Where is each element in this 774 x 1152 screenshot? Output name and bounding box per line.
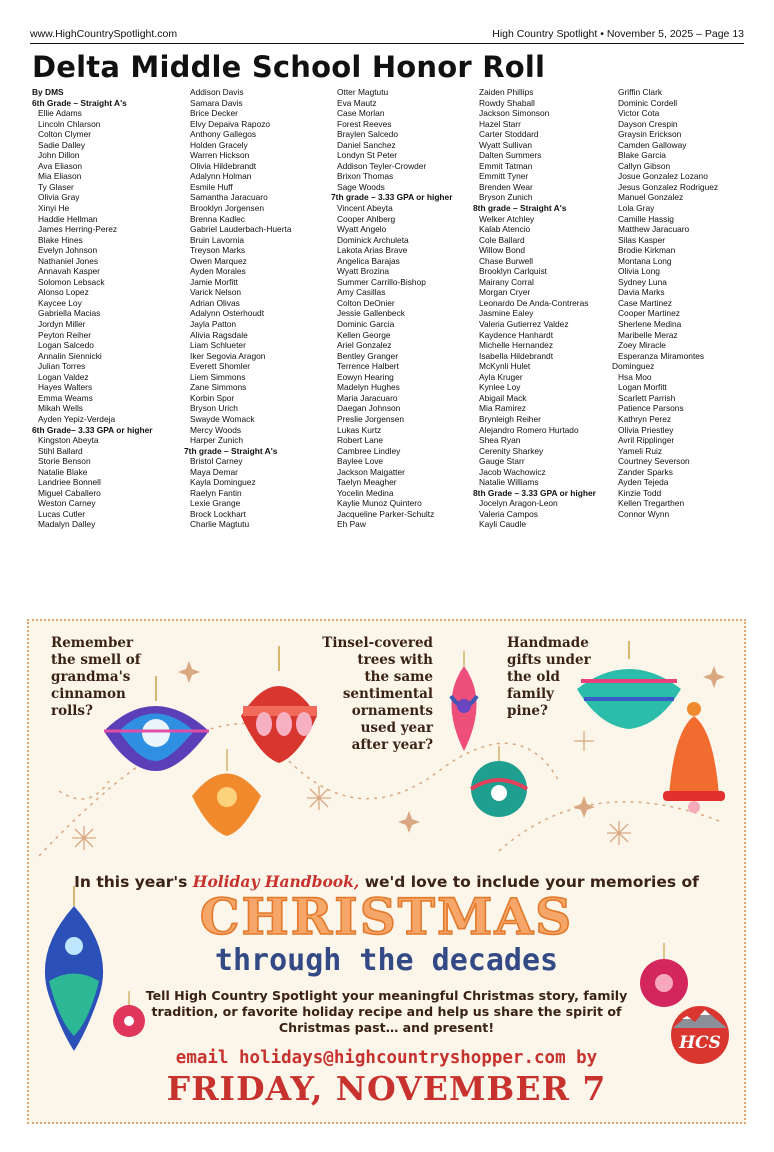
student-name: Courtney Severson <box>618 456 690 467</box>
student-name: Brice Decker <box>190 108 238 119</box>
student-name: Mia Eliason <box>38 171 82 182</box>
student-name: Matthew Jaracuaro <box>618 224 690 235</box>
student-name: Jessie Gallenbeck <box>337 308 405 319</box>
student-name: Yameli Ruiz <box>618 445 663 456</box>
student-name: Cooper Ahlberg <box>337 213 396 224</box>
student-name: Bryson Urich <box>190 403 238 414</box>
student-name: Jocelyn Aragon-Leon <box>479 498 558 509</box>
student-name: Kaylie Munoz Quintero <box>337 498 422 509</box>
student-name: Braylen Salcedo <box>337 129 398 140</box>
column-3 <box>331 87 473 530</box>
student-name: Ayla Kruger <box>479 371 523 382</box>
student-name: Landriee Bonnell <box>38 477 101 488</box>
student-name: Camille Hassig <box>618 213 674 224</box>
student-name: Kinzie Todd <box>618 487 662 498</box>
student-name: Wyatt Brozina <box>337 266 390 277</box>
ornament-teal-icon <box>471 746 527 817</box>
student-name: Shea Ryan <box>479 435 521 446</box>
student-name: Amy Casillas <box>337 287 386 298</box>
student-name: Jayla Patton <box>190 319 237 330</box>
holiday-handbook-ad <box>27 619 746 1124</box>
student-name: Natalie Williams <box>479 477 539 488</box>
student-name: Willow Bond <box>479 245 526 256</box>
student-name: Iker Segovia Aragon <box>190 350 266 361</box>
student-name: Miguel Caballero <box>38 487 101 498</box>
ornament-green-icon <box>577 641 681 729</box>
student-name: Alivia Ragsdale <box>190 329 248 340</box>
student-name: Kynlee Loy <box>479 382 521 393</box>
header-rule <box>30 43 744 44</box>
christmas-headline: CHRISTMAS <box>199 887 574 946</box>
student-name: Callyn Gibson <box>618 160 671 171</box>
student-name: Jasmine Ealey <box>479 308 534 319</box>
section-heading: 7th grade – 3.33 GPA or higher <box>331 192 453 203</box>
section-heading: 8th Grade – 3.33 GPA or higher <box>473 487 596 498</box>
student-name: Mercy Woods <box>190 424 242 435</box>
student-name: Yocelin Medina <box>337 487 394 498</box>
student-name: Bruin Lavornia <box>190 234 245 245</box>
student-name: Hayes Walters <box>38 382 93 393</box>
column-1 <box>32 87 174 530</box>
section-heading: 8th grade – Straight A's <box>473 203 567 214</box>
student-name: Valeria Campos <box>479 508 538 519</box>
student-name: Esmile Huff <box>190 181 233 192</box>
student-name: Morgan Cryer <box>479 287 531 298</box>
student-name: Holden Gracely <box>190 139 248 150</box>
student-name: Maya Demar <box>190 466 238 477</box>
intro-line: In this year's Holiday Handbook, we'd love to include your memories of <box>74 872 699 891</box>
student-name: Chase Burwell <box>479 255 533 266</box>
email-line[interactable]: email holidays@highcountryshopper.com by <box>175 1048 598 1068</box>
question-handmade: Handmade gifts under the old family pine? <box>507 635 591 719</box>
article-title: Delta Middle School Honor Roll <box>32 50 546 84</box>
student-name: Brodie Kirkman <box>618 245 676 256</box>
student-name: Abigail Mack <box>479 392 527 403</box>
student-name: Gabriella Macias <box>38 308 101 319</box>
student-name: Scarlett Parrish <box>618 392 676 403</box>
section-heading: By DMS <box>32 87 64 97</box>
website-url[interactable]: www.HighCountrySpotlight.com <box>30 28 178 40</box>
student-name: Kalab Atencio <box>479 224 531 235</box>
student-name: Sadie Dalley <box>38 139 86 150</box>
student-name: Annavah Kasper <box>38 266 100 277</box>
student-name: Addison Davis <box>190 87 244 97</box>
student-name: Londyn St Peter <box>337 150 398 161</box>
student-name: Natalie Blake <box>38 466 88 477</box>
student-name: Ayden Morales <box>190 266 246 277</box>
student-name: Kellen George <box>337 329 391 340</box>
student-name: Isabella Hildebrandt <box>479 350 554 361</box>
student-name: Graysin Erickson <box>618 129 682 140</box>
student-name: Alejandro Romero Hurtado <box>479 424 579 435</box>
student-name: Raelyn Fantin <box>190 487 242 498</box>
student-name: Davia Marks <box>618 287 665 298</box>
student-name: Haddie Hellman <box>38 213 98 224</box>
student-name: Forest Reeves <box>337 118 392 129</box>
student-name: Dominic Cordell <box>618 97 678 108</box>
student-name: Samantha Jaracuaro <box>190 192 268 203</box>
student-name: Owen Marquez <box>190 255 247 266</box>
student-name: Sage Woods <box>337 181 385 192</box>
student-name: Swayde Womack <box>190 413 255 424</box>
student-name: Brenna Kadlec <box>190 213 245 224</box>
student-name: Brock Lockhart <box>190 508 246 519</box>
student-name: Welker Atchley <box>479 213 535 224</box>
student-name: Lukas Kurtz <box>337 424 382 435</box>
student-name: Adrian Olivas <box>190 297 240 308</box>
deadline: FRIDAY, NOVEMBER 7 <box>166 1069 607 1108</box>
student-name: Alonso Lopez <box>38 287 89 298</box>
student-name: Julian Torres <box>38 361 86 372</box>
section-heading: 6th Grade – Straight A's <box>32 97 127 108</box>
student-name: Cerenity Sharkey <box>479 445 544 456</box>
student-name: Nathaniel Jones <box>38 255 99 266</box>
student-name: Kayli Caudle <box>479 519 527 530</box>
student-name: Mairany Corral <box>479 276 534 287</box>
student-name: Ariel Gonzalez <box>337 340 392 351</box>
student-name: Eowyn Hearing <box>337 371 394 382</box>
student-name: Wyatt Angelo <box>337 224 387 235</box>
student-name: Manuel Gonzalez <box>618 192 684 203</box>
student-name: Evelyn Johnson <box>38 245 98 256</box>
student-name: Colton Clymer <box>38 129 92 140</box>
student-name: Daegan Johnson <box>337 403 401 414</box>
student-name: Xinyi He <box>38 203 70 214</box>
student-name: Olivia Gray <box>38 192 80 203</box>
student-name: Zaiden Phillips <box>479 87 534 97</box>
student-name: Emma Weams <box>38 392 93 403</box>
student-name: Jackson Simonson <box>479 108 550 119</box>
student-name: Otter Magtutu <box>337 87 389 97</box>
decades-subheadline: through the decades <box>214 943 559 978</box>
student-name: Charlie Magtutu <box>190 519 250 530</box>
student-name: Liem Simmons <box>190 371 246 382</box>
student-name: Vincent Abeyta <box>337 203 393 214</box>
student-name: Case Martinez <box>618 297 672 308</box>
student-name: Baylee Love <box>337 456 384 467</box>
student-name: Michelle Hernandez <box>479 340 554 351</box>
student-name: Anthony Gallegos <box>190 129 257 140</box>
column-5 <box>612 87 754 519</box>
student-name: Jacob Wachowicz <box>479 466 546 477</box>
student-name: Jordyn Miller <box>38 319 86 330</box>
student-name: Logan Morfitt <box>618 382 667 393</box>
student-name: Olivia Priestley <box>618 424 674 435</box>
student-name: John Dillon <box>38 150 80 161</box>
honor-roll-columns <box>32 87 744 547</box>
student-name: Brooklyn Jorgensen <box>190 203 265 214</box>
student-name: James Herring-Perez <box>38 224 118 235</box>
student-name: Kaycee Loy <box>38 297 82 308</box>
student-name: Eva Mautz <box>337 97 377 108</box>
student-name: Elvy Depaiva Rapozo <box>190 118 271 129</box>
student-name: Dominic Garcia <box>337 319 395 330</box>
student-name: Harper Zunich <box>190 435 244 446</box>
page-header <box>30 26 744 42</box>
student-name: Gabriel Lauderbach-Huerta <box>190 224 292 235</box>
student-name: Cooper Martinez <box>618 308 680 319</box>
student-name: Lincoln Chlarson <box>38 118 101 129</box>
student-name: Angelica Barajas <box>337 255 400 266</box>
student-name: Carter Stoddard <box>479 129 539 140</box>
student-name: Griffin Clark <box>618 87 663 97</box>
student-name: McKynli Hulet <box>479 361 531 372</box>
student-name: Jacqueline Parker-Schultz <box>337 508 435 519</box>
bell-icon <box>663 702 725 813</box>
section-heading: 6th Grade– 3.33 GPA or higher <box>32 424 153 435</box>
student-name: Storie Benson <box>38 456 91 467</box>
student-name: Samara Davis <box>190 97 243 108</box>
student-name: Ava Eliason <box>38 160 83 171</box>
question-tinsel: Tinsel-covered trees with the same sentimental ornaments used year after year? <box>322 635 433 753</box>
student-name: Everett Shomler <box>190 361 251 372</box>
student-name: Esperanza Miramontes <box>618 350 705 361</box>
student-name: Kathryn Perez <box>618 413 672 424</box>
student-name: Kellen Tregarthen <box>618 498 685 509</box>
student-name: Madelyn Hughes <box>337 382 400 393</box>
student-name: Cambree Lindley <box>337 445 401 456</box>
student-name: Sydney Luna <box>618 276 667 287</box>
student-name: Preslie Jorgensen <box>337 413 405 424</box>
issue-info: High Country Spotlight • November 5, 2025 – Page 13 <box>492 28 744 40</box>
student-name: Silas Kasper <box>618 234 666 245</box>
student-name: Dominick Archuleta <box>337 234 409 245</box>
student-name: Olivia Hildebrandt <box>190 160 257 171</box>
student-name: Rowdy Shaball <box>479 97 535 108</box>
student-name: Olivia Long <box>618 266 660 277</box>
student-name: Brynleigh Reiher <box>479 413 541 424</box>
student-name: Wyatt Sullivan <box>479 139 532 150</box>
student-name: Victor Cota <box>618 108 660 119</box>
student-name: Camden Galloway <box>618 139 687 150</box>
student-name: Taelyn Meagher <box>337 477 397 488</box>
student-name: Dominguez <box>612 361 655 372</box>
student-name: Madalyn Dalley <box>38 519 96 530</box>
student-name: Eh Paw <box>337 519 366 530</box>
student-name: Daniel Sanchez <box>337 139 396 150</box>
student-name: Korbin Spor <box>190 392 235 403</box>
student-name: Dalten Summers <box>479 150 542 161</box>
student-name: Leonardo De Anda-Contreras <box>479 297 589 308</box>
student-name: Ayden Tejeda <box>618 477 669 488</box>
student-name: Montana Long <box>618 255 672 266</box>
student-name: Addison Teyler-Crowder <box>337 160 427 171</box>
student-name: Lucas Cutler <box>38 508 86 519</box>
student-name: Hsa Moo <box>618 371 652 382</box>
student-name: Annalin Siennicki <box>38 350 102 361</box>
student-name: Valeria Gutierrez Valdez <box>479 319 569 330</box>
student-name: Jackson Maigatter <box>337 466 405 477</box>
student-name: Mia Ramirez <box>479 403 526 414</box>
student-name: Treyson Marks <box>190 245 246 256</box>
student-name: Terrence Halbert <box>337 361 399 372</box>
student-name: Zane Simmons <box>190 382 247 393</box>
student-name: Bentley Granger <box>337 350 398 361</box>
ornament-pink-icon <box>451 651 477 751</box>
student-name: Brooklyn Carlquist <box>479 266 547 277</box>
student-name: Bryson Zunich <box>479 192 533 203</box>
student-name: Brenden Wear <box>479 181 533 192</box>
student-name: Josue Gonzalez Lozano <box>618 171 708 182</box>
student-name: Adalynn Osterhoudt <box>190 308 265 319</box>
column-4 <box>473 87 615 530</box>
student-name: Gauge Starr <box>479 456 525 467</box>
student-name: Lola Gray <box>618 203 655 214</box>
student-name: Kingston Abeyta <box>38 435 99 446</box>
column-2 <box>184 87 326 530</box>
student-name: Blake Garcia <box>618 150 666 161</box>
student-name: Logan Salcedo <box>38 340 94 351</box>
student-name: Blake Hines <box>38 234 83 245</box>
student-name: Patience Parsons <box>618 403 684 414</box>
student-name: Warren Hickson <box>190 150 250 161</box>
student-name: Varick Nelson <box>190 287 242 298</box>
student-name: Hazel Starr <box>479 118 521 129</box>
student-name: Liam Schlueter <box>190 340 246 351</box>
student-name: Logan Valdez <box>38 371 89 382</box>
student-name: Maribelle Meraz <box>618 329 678 340</box>
student-name: Emmitt Tyner <box>479 171 529 182</box>
student-name: Avril Ripplinger <box>618 435 675 446</box>
student-name: Emmit Tatman <box>479 160 533 171</box>
student-name: Ty Glaser <box>38 181 74 192</box>
student-name: Case Morlan <box>337 108 385 119</box>
student-name: Peyton Reiher <box>38 329 92 340</box>
student-name: Maria Jaracuaro <box>337 392 398 403</box>
student-name: Jesus Gonzalez Rodriguez <box>618 181 719 192</box>
holiday-handbook-script: Holiday Handbook, <box>192 872 360 891</box>
student-name: Kaydence Hanhardt <box>479 329 554 340</box>
student-name: Solomon Lebsack <box>38 276 105 287</box>
ornament-orange-icon <box>192 749 261 836</box>
question-grandma: Remember the smell of grandma's cinnamon rolls? <box>51 635 141 719</box>
student-name: Zander Sparks <box>618 466 673 477</box>
student-name: Cole Ballard <box>479 234 525 245</box>
student-name: Stihl Ballard <box>38 445 83 456</box>
student-name: Jamie Morfitt <box>190 276 238 287</box>
student-name: Robert Lane <box>337 435 384 446</box>
student-name: Zoey Miracle <box>618 340 666 351</box>
student-name: Lakota Arias Brave <box>337 245 408 256</box>
section-heading: 7th grade – Straight A's <box>184 445 278 456</box>
student-name: Ayden Yepiz-Verdeja <box>38 413 116 424</box>
student-name: Colton DeOnier <box>337 297 395 308</box>
student-name: Summer Carrillo-Bishop <box>337 276 426 287</box>
student-name: Sherlene Medina <box>618 319 682 330</box>
svg-text:HCS: HCS <box>679 1033 721 1053</box>
student-name: Bristol Carney <box>190 456 243 467</box>
student-name: Adalynn Holman <box>190 171 252 182</box>
student-name: Kayla Dominguez <box>190 477 256 488</box>
ad-body: Tell High Country Spotlight your meaningful Christmas story, family tradition, or favorite holiday recipe and help us share the spirit of Christmas past… and present! <box>145 988 628 1035</box>
student-name: Lexie Grange <box>190 498 241 509</box>
student-name: Connor Wynn <box>618 508 670 519</box>
student-name: Mikah Wells <box>38 403 83 414</box>
student-name: Weston Carney <box>38 498 96 509</box>
student-name: Dayson Crespin <box>618 118 678 129</box>
student-name: Brixon Thomas <box>337 171 394 182</box>
student-name: Ellie Adams <box>38 108 82 119</box>
